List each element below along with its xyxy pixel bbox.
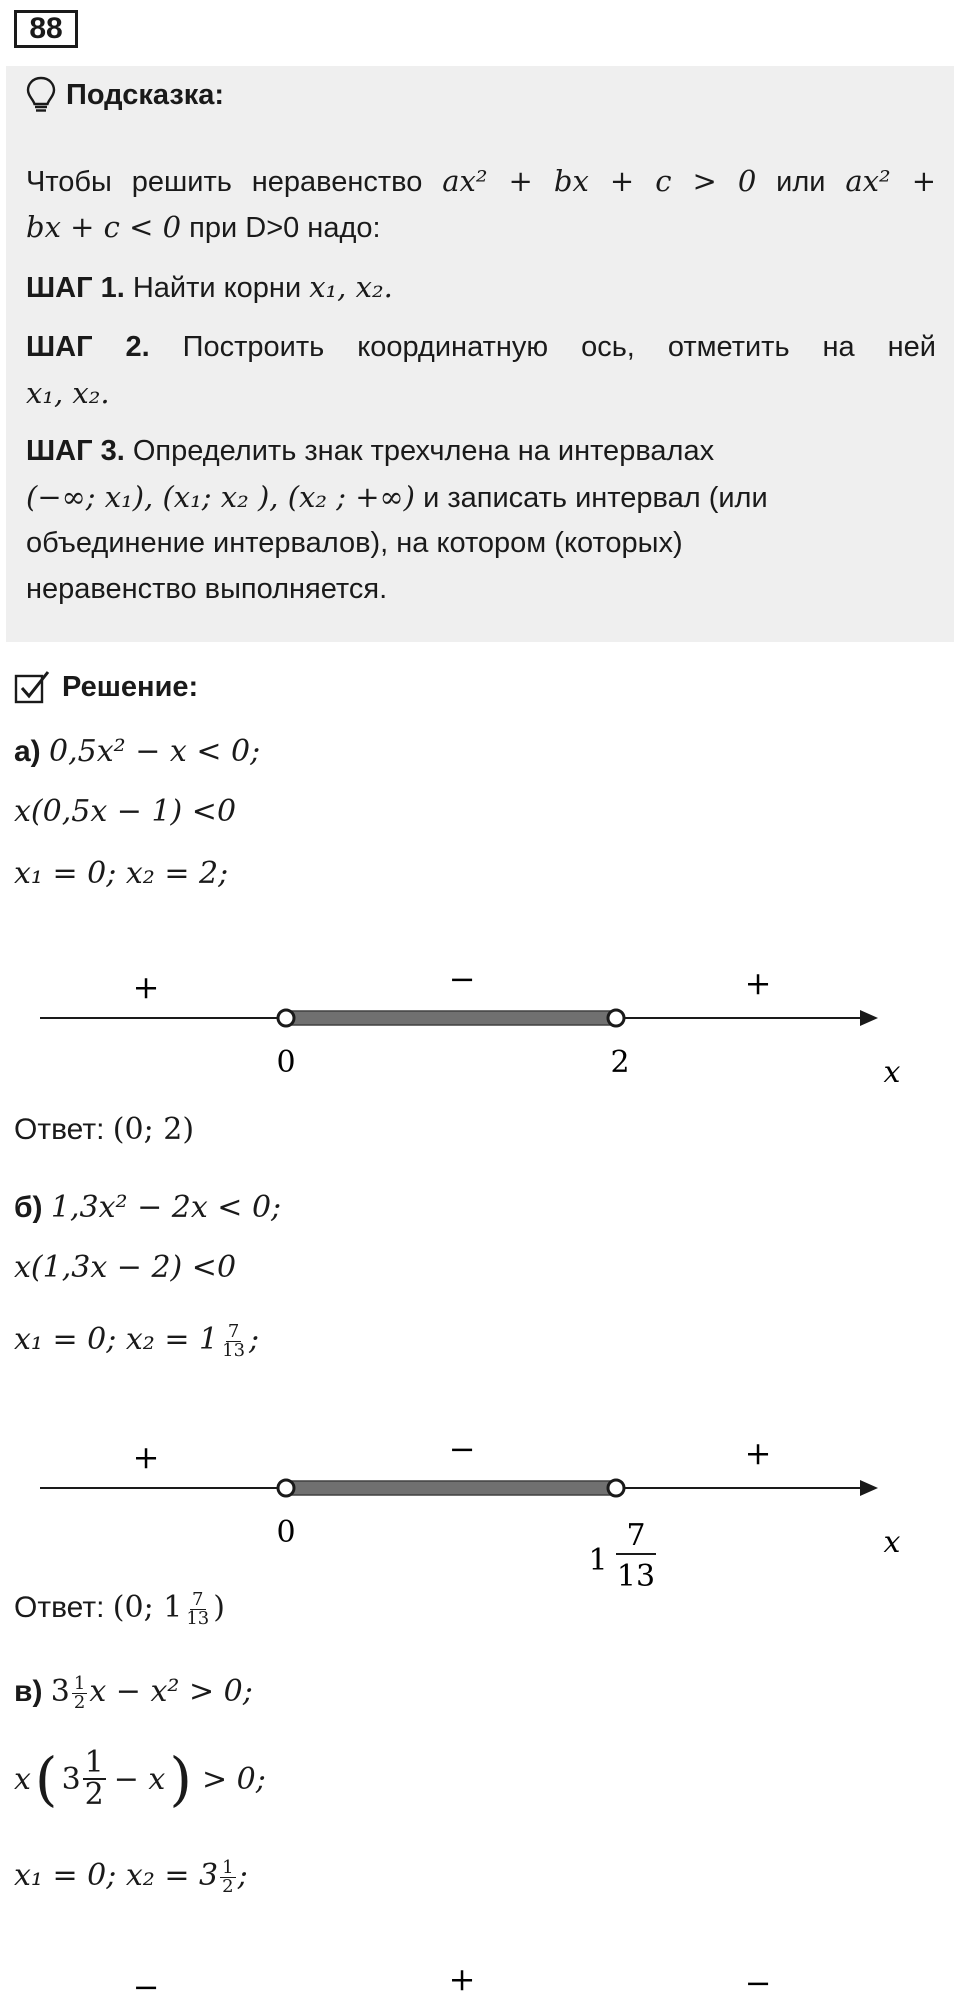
part-a-answer: Ответ: (0; 2) [14, 1112, 195, 1147]
sign-label: − [448, 960, 476, 998]
hint-step3-line2: (−∞; x₁), (x₁; x₂ ), (x₂ ; +∞) и записать интервал (или [26, 480, 768, 514]
point-label-num: 7 [626, 1518, 646, 1553]
hint-intro-line1: Чтобы решить неравенство ax² + bx + c > 0 или ax² + [26, 164, 936, 198]
part-c-inequality: в) 3 $\frac{1}{2}$ x − x² > 0; [14, 1672, 253, 1713]
solution-title-text: Решение: [62, 670, 199, 703]
point-label: 0 [276, 1515, 296, 1550]
shaded-interval [286, 1011, 616, 1025]
point-label: 0 [276, 1045, 296, 1080]
number-line-b [0, 1420, 960, 1610]
hint-step3-line3: объединение интервалов), на котором (которых) [26, 527, 683, 559]
part-c-roots: x₁ = 0; x₂ = 3 $\frac{1}{2}$ ; [14, 1856, 248, 1897]
point-label: 2 [610, 1045, 630, 1080]
part-a-inequality: а) 0,5x² − x < 0; [14, 734, 261, 769]
part-a-roots: x₁ = 0; x₂ = 2; [14, 856, 229, 891]
hint-step1: ШАГ 1. Найти корни x₁, x₂. [26, 270, 393, 304]
open-point [608, 1480, 624, 1496]
hint-title-text: Подсказка: [66, 78, 225, 111]
axis-label: x [883, 1055, 901, 1090]
hint-step2-line1: ШАГ 2. Построить координатную ось, отметить на ней [26, 331, 936, 363]
sign-label: − [448, 1430, 476, 1468]
sign-label: − [744, 1964, 772, 2000]
part-c-factor: x ( 3 $\frac{1}{2}$ − x ) > 0; [14, 1745, 266, 1813]
hint-step3-line1: ШАГ 3. Определить знак трехчлена на интервалах [26, 435, 715, 467]
part-b-inequality: б) 1,3x² − 2x < 0; [14, 1190, 282, 1225]
shaded-interval [286, 1481, 616, 1495]
part-a-factor: x(0,5x − 1) <0 [14, 794, 237, 829]
sign-label: + [132, 1438, 160, 1476]
solution-title [14, 668, 198, 706]
open-point [278, 1480, 294, 1496]
problem-number: 88 [14, 10, 78, 48]
sign-label: − [132, 1968, 160, 2000]
part-b-roots: x₁ = 0; x₂ = 1 $\frac{7}{13}$ ; [14, 1320, 260, 1361]
hint-intro-line2: bx + c < 0 при D>0 надо: [26, 210, 381, 244]
part-b-answer: Ответ: (0; 1 $\frac{7}{13}$ ) [14, 1588, 225, 1629]
hint-panel [6, 66, 954, 642]
hint-step3-line4: неравенство выполняется. [26, 573, 388, 605]
point-label-whole: 1 [588, 1543, 608, 1578]
hint-title [26, 76, 224, 114]
number-line-a [0, 950, 960, 1100]
open-point [608, 1010, 624, 1026]
lightbulb-icon [26, 76, 56, 114]
axis-label: x [883, 1525, 901, 1560]
number-line-c-signs [0, 1960, 960, 2000]
part-b-factor: x(1,3x − 2) <0 [14, 1250, 237, 1285]
sign-label: + [132, 968, 160, 1006]
open-point [278, 1010, 294, 1026]
sign-label: + [744, 1434, 772, 1472]
checkbox-icon [14, 668, 52, 706]
point-label-den: 13 [616, 1559, 656, 1594]
hint-step2-line2: x₁, x₂. [26, 376, 110, 410]
sign-label: + [744, 964, 772, 1002]
sign-label: + [448, 1960, 476, 1998]
